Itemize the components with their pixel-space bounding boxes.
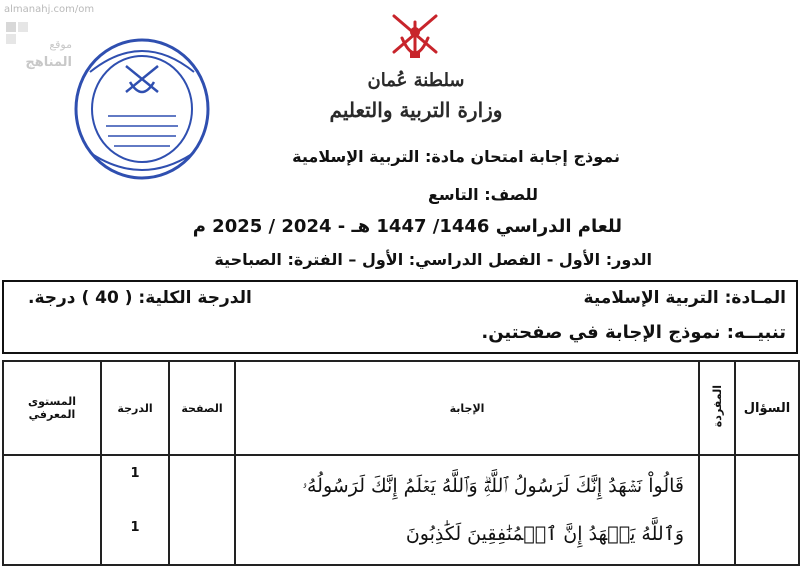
svg-text:المناهج: المناهج [25,55,72,70]
table-row [3,455,799,565]
grade-line: للصف: التاسع [427,185,538,204]
item-cell [699,455,735,565]
answer-line-1: قَالُواْ نَشۡهَدُ إِنَّكَ لَرَسُولُ ٱللَّهِۗ وَٱللَّهُ يَعۡلَمُ إِنَّكَ لَرَسُولُهُۥ [302,475,684,497]
header-item [699,361,735,455]
site-logo-icon [4,18,74,70]
score-value-1: 1 [130,466,140,481]
header-item-label: المفردة [710,385,724,428]
ministry-line-2: وزارة التربية والتعليم [329,98,503,122]
header-page: الصفحة [169,361,235,455]
note-label: تنبيــه: نموذج الإجابة في صفحتين. [481,322,786,343]
answer-cell [235,455,699,565]
svg-text:موقع: موقع [49,38,72,51]
answer-line-2: وَٱللَّهُ يَشۡهَدُ إِنَّ ٱلۡمُنَٰفِقِينَ لَكَٰذِبُونَ [405,523,684,545]
page-cell [169,455,235,565]
total-score: الدرجة الكلية: ( 40 ) درجة. [28,288,252,308]
question-cell [735,455,799,565]
header-question: السؤال [735,361,799,455]
watermark-url: almanahj.com/om [4,4,95,15]
header-score: الدرجة [101,361,169,455]
level-cell [3,455,101,565]
subject-label: المـادة: التربية الإسلامية [583,288,786,308]
session-line: الدور: الأول - الفصل الدراسي: الأول – الفترة: الصباحية [214,250,652,269]
exam-title: نموذج إجابة امتحان مادة: التربية الإسلامية [292,147,620,166]
oman-emblem-icon [380,8,450,70]
header-level: المستوى المعرفي [3,361,101,455]
ministry-line-1: سلطنة عُمان [367,70,465,91]
table-header-row [3,361,799,455]
academic-year: للعام الدراسي 1446/ 1447 هـ - 2024 / 2025 م [192,216,622,237]
score-value-2: 1 [130,520,140,535]
official-stamp-icon [72,36,212,182]
score-cell [101,455,169,565]
header-answer: الإجابة [235,361,699,455]
answer-table [2,360,800,566]
